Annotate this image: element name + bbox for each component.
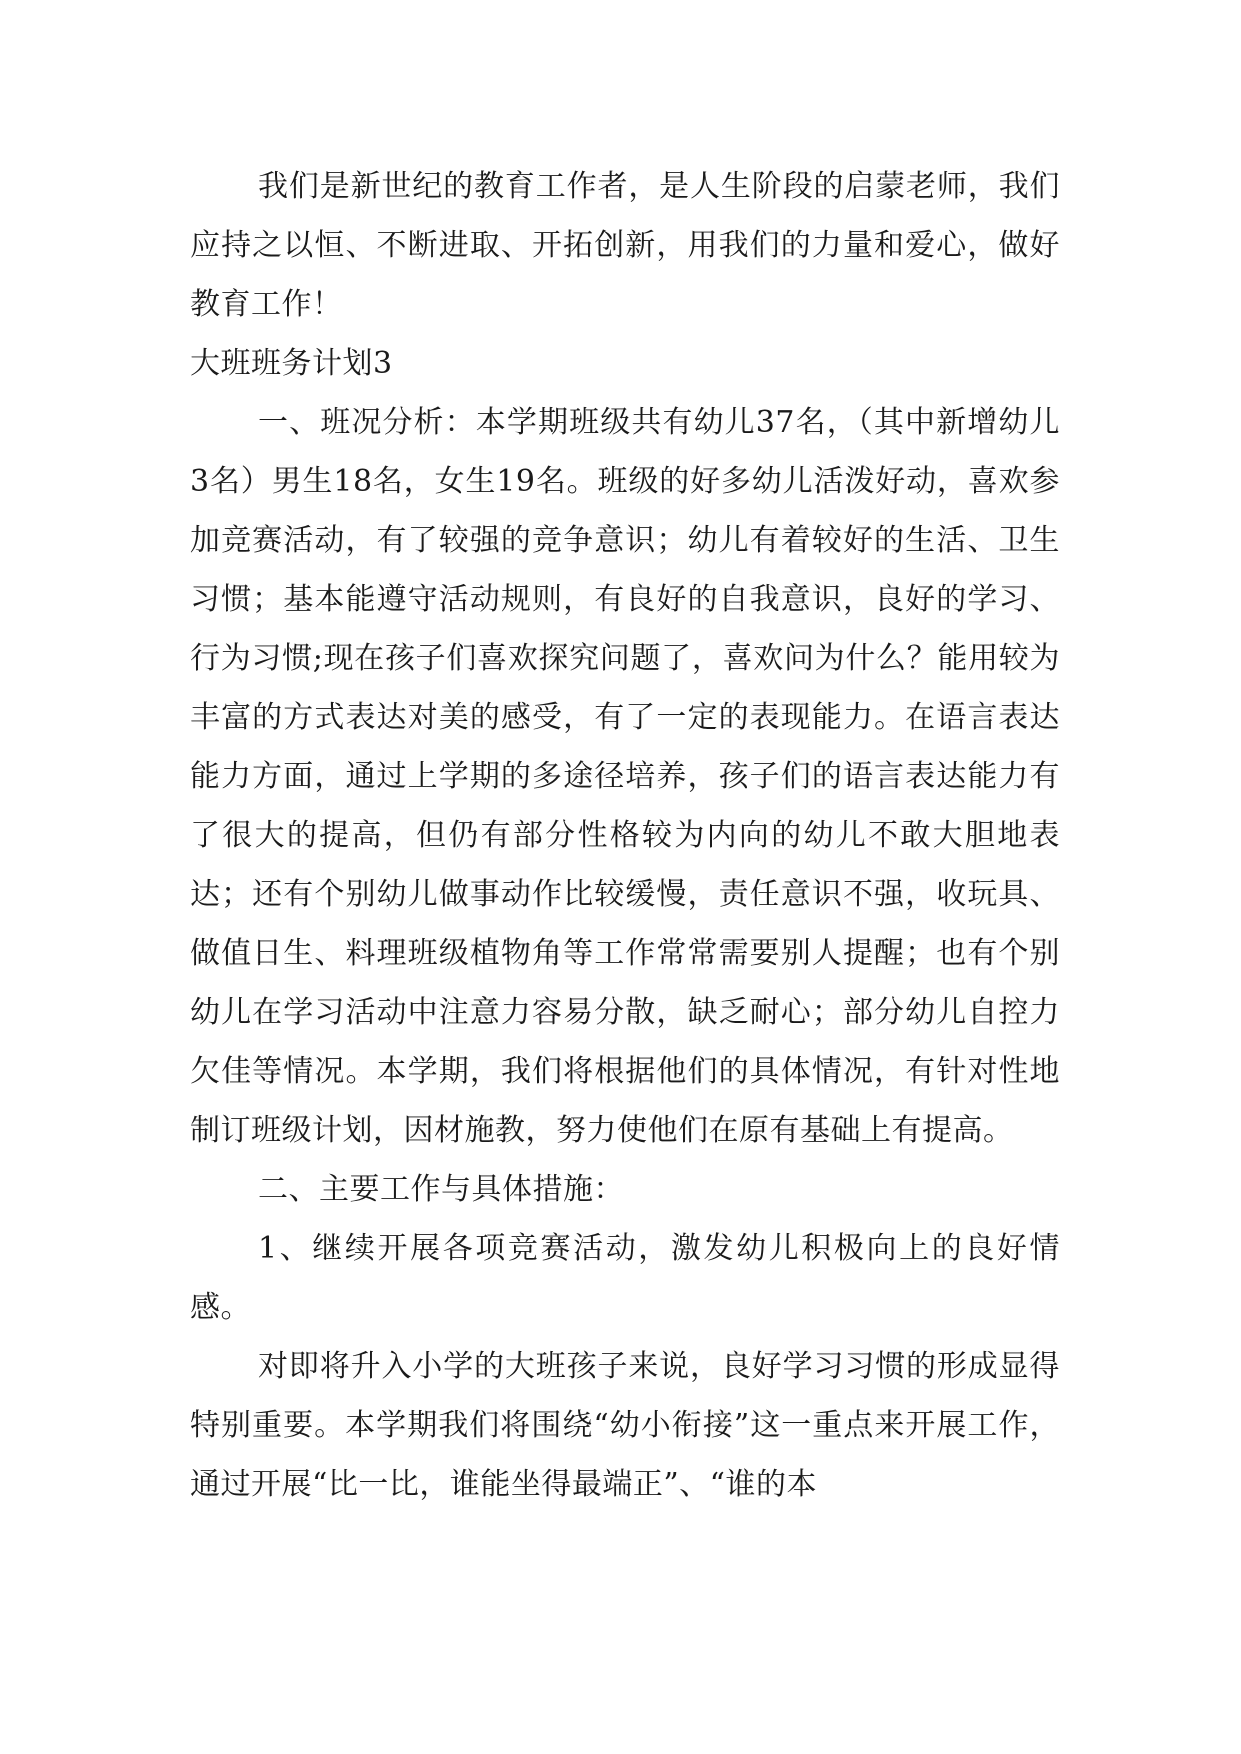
document-body — [190, 157, 1060, 1514]
paragraph-habits: 对即将升入小学的大班孩子来说，良好学习习惯的形成显得特别重要。本学期我们将围绕“幼小衔接”这一重点来开展工作，通过开展“比一比，谁能坐得最端正”、“谁的本 — [190, 1349, 1060, 1502]
paragraph-item-1: 1、继续开展各项竞赛活动，激发幼儿积极向上的良好情感。 — [190, 1231, 1060, 1325]
paragraph-main-work-heading: 二、主要工作与具体措施： — [258, 1172, 624, 1207]
paragraph-class-analysis: 一、班况分析：本学期班级共有幼儿37名，（其中新增幼儿3名）男生18名，女生19名。班级的好多幼儿活泼好动，喜欢参加竞赛活动，有了较强的竞争意识；幼儿有着较好的生活、卫生习惯；基本能遵守活动规则，有良好的自我意识，良好的学习、行为习惯;现在孩子们喜欢探究问题了，喜欢问为什么？能用较为丰富的方式表达对美的感受，有了一定的表现能力。在语言表达能力方面，通过上学期的多途径培养，孩子们的语言表达能力有了很大的提高，但仍有部分性格较为内向的幼儿不敢大胆地表达；还有个别幼儿做事动作比较缓慢，责任意识不强，收玩具、做值日生、料理班级植物角等工作常常需要别人提醒；也有个别幼儿在学习活动中注意力容易分散，缺乏耐心；部分幼儿自控力欠佳等情况。本学期，我们将根据他们的具体情况，有针对性地制订班级计划，因材施教，努力使他们在原有基础上有提高。 — [190, 405, 1060, 1148]
paragraph-closing: 我们是新世纪的教育工作者，是人生阶段的启蒙老师，我们应持之以恒、不断进取、开拓创新，用我们的力量和爱心，做好教育工作！ — [190, 169, 1060, 322]
section-heading: 大班班务计划3 — [190, 346, 393, 381]
